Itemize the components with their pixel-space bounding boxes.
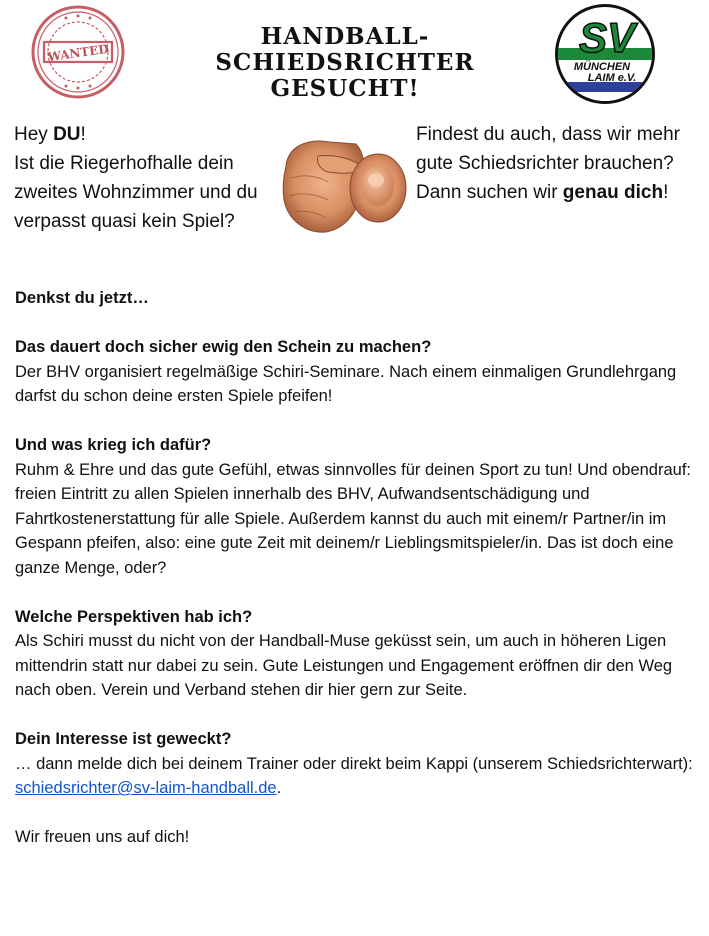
answer-3: Als Schiri musst du nicht von der Handball-Muse geküsst sein, um auch in höheren Ligen mittendrin statt nur dabei zu sein. Gute Leistungen und Engagement eröffnen dir den Weg nach oben. Verein und Verband stehen dir hier gern zur Seite. <box>15 632 673 699</box>
pointing-finger-icon <box>278 128 418 240</box>
greeting-bold: DU <box>53 124 81 145</box>
title-line-2: SCHIEDSRICHTER <box>215 49 475 76</box>
greeting-prefix: Hey <box>14 124 54 145</box>
page-title <box>180 24 510 102</box>
question-4: Dein Interesse ist geweckt? <box>15 730 232 748</box>
answer-4 <box>15 752 695 801</box>
wanted-stamp-icon <box>30 4 126 100</box>
question-3: Welche Perspektiven hab ich? <box>15 607 253 626</box>
intro-right-text <box>416 120 706 207</box>
answer-4-suffix: . <box>276 779 282 797</box>
logo-letters: SV <box>578 14 636 61</box>
email-link[interactable]: schiedsrichter@sv-laim-handball.de <box>15 779 277 797</box>
answer-2: Ruhm & Ehre und das gute Gefühl, etwas sinnvolles für deinen Sport zu tun! Und obendrauf: freien Eintritt zu allen Spielen innerhalb des BHV, Aufwandsentschädigung und Fahrtkostenerstattung für alle Spiele. Außerdem kannst du auch mit einem/r Partner/in im Gespann pfeifen, also: eine gute Zeit mit deinem/r Lieblingsmitspieler/in. Das ist doch eine ganze Menge, oder? <box>15 460 691 577</box>
answer-4-text: … dann melde dich bei deinem Trainer oder direkt beim Kappi (unserem Schiedsrichterwart): <box>15 754 693 773</box>
title-line-3: GESUCHT! <box>270 75 420 102</box>
sv-muenchen-laim-logo <box>552 2 658 106</box>
closing-text: Wir freuen uns auf dich! <box>15 828 190 846</box>
intro-right-bold: genau dich <box>562 182 664 203</box>
question-2: Und was krieg ich dafür? <box>15 436 212 454</box>
logo-line-1: MÜNCHEN <box>573 61 631 73</box>
title-line-1: HANDBALL- <box>260 23 430 50</box>
logo-line-2: LAIM e.V. <box>587 72 637 84</box>
intro-left-text <box>14 120 284 236</box>
intro-right-body: Findest du auch, dass wir mehr gute Schiedsrichter brauchen? Dann suchen wir <box>416 124 681 203</box>
intro-right-suffix: ! <box>663 182 669 203</box>
answer-1: Der BHV organisiert regelmäßige Schiri-Seminare. Nach einem einmaligen Grundlehrgang darfst du schon deine ersten Spiele pfeifen! <box>15 362 677 405</box>
body-text <box>15 286 695 850</box>
greeting-suffix: ! <box>80 124 86 145</box>
question-1: Das dauert doch sicher ewig den Schein zu machen? <box>15 338 432 356</box>
intro-left-body: Ist die Riegerhofhalle dein zweites Wohnzimmer und du verpasst quasi kein Spiel? <box>14 153 258 232</box>
lead-heading: Denkst du jetzt… <box>15 289 149 307</box>
stamp-text: WANTED <box>46 41 110 65</box>
